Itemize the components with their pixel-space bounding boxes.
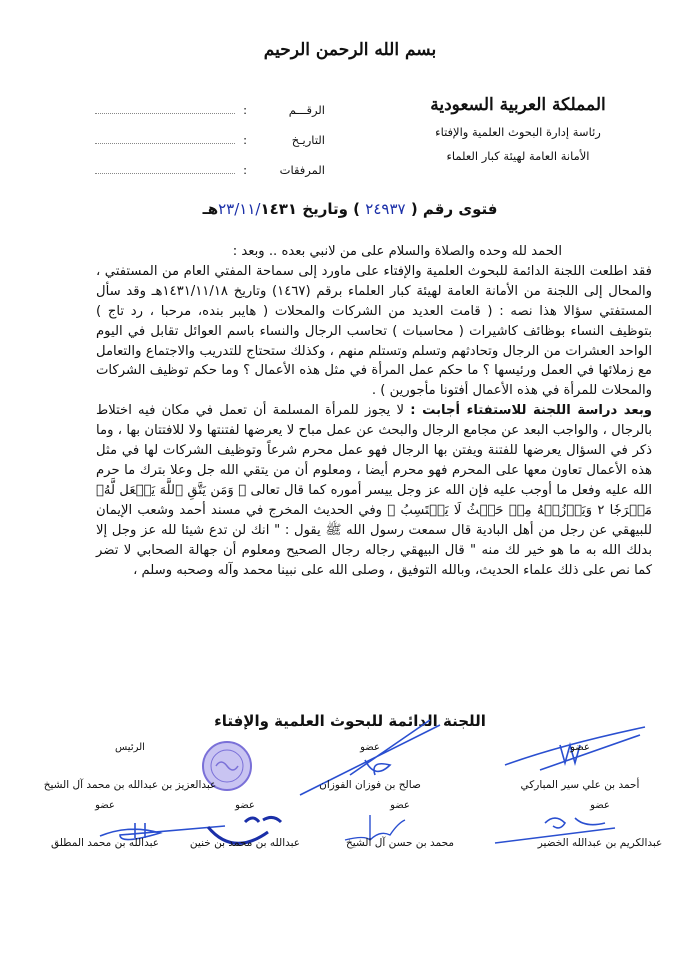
field-colon: : xyxy=(243,103,247,117)
fatwa-date-handwritten: ٢٣/١١/ xyxy=(218,200,261,218)
field-label: المرفقات xyxy=(279,163,325,177)
presidency-title: رئاسة إدارة البحوث العلمية والإفتاء xyxy=(435,125,601,139)
fatwa-title-prefix: فتوى رقم ( xyxy=(410,200,498,218)
signatory-name: عبدالله بن محمد المطلق xyxy=(50,837,160,849)
signatory-role: عضو xyxy=(360,742,380,753)
fatwa-body xyxy=(96,242,652,580)
field-label: التاريـخ xyxy=(291,133,325,147)
signatory-role: عضو xyxy=(570,742,590,753)
signatory-khunain xyxy=(175,800,315,849)
signatory-khudair xyxy=(530,800,670,849)
field-dotted-line xyxy=(95,142,235,144)
signatory-name: عبدالله بن محمد بن خنين xyxy=(189,837,301,849)
fatwa-number: ٢٤٩٣٧ xyxy=(365,200,406,218)
signatory-mutlaq xyxy=(40,800,170,849)
signatory-role: عضو xyxy=(390,800,410,811)
field-attachments xyxy=(95,155,325,185)
fatwa-date-year: ١٤٣١هـ xyxy=(202,200,298,218)
signatory-name: عبدالعزيز بن عبدالله بن محمد آل الشيخ xyxy=(43,779,217,791)
field-dotted-line xyxy=(95,172,235,174)
signatory-name: صالح بن فوزان الفوزان xyxy=(319,779,421,791)
field-colon: : xyxy=(243,163,247,177)
signatory-role: عضو xyxy=(95,800,115,811)
signatory-fawzan xyxy=(295,742,445,791)
signatory-president xyxy=(30,742,230,791)
signatory-alsheikh xyxy=(330,800,470,849)
fatwa-title-mid: ) وتاريخ xyxy=(302,200,361,218)
signatory-mubaraki xyxy=(505,742,655,791)
letterhead-fields xyxy=(95,95,325,185)
question-paragraph: فقد اطلعت اللجنة الدائمة للبحوث العلمية والإفتاء على ماورد إلى سماحة المفتي العام من المستفتي ، والمحال إلى اللجنة من الأمانة العامة لهيئة كبار العلماء برقم (١٤٦٧) وتاريخ ١٤٣١/١١/١٨هـ وقد سأل المستفتي سؤالا هذا نصه : ( قامت العديد من الشركات والمحلات ( هايبر بنده، مرحبا ، رد تاج ) بتوظيف النساء بوظائف كاشيرات ( محاسبات ) تحاسب الرجال والنساء باسم العوائل تقابل في اليوم الواحد العشرات من الرجال وتحادثهم وتسلم وتستلم منهم ، وكذلك ستحتاج للتدريب والاجتماع والتعامل مع زملائها في العمل ورئيسها ؟ ما حكم عمل المرأة في مثل هذه الأعمال ؟ وما حكم توظيف الشركات والمحلات للمرأة في هذه الأعمال أفتونا مأجورين ) . xyxy=(96,263,652,399)
answer-text-1: لا يجوز للمرأة المسلمة أن تعمل في مكان فيه اختلاط بالرجال ، والواجب البعد عن مجامع الرجال والبحث عن عمل مباح لا يعرضها لفتنتها ولا للافتتان بها ، وما ذكر في السؤال يعرضها للفتنة ويفتن بها الرجال فهو عمل محرم شرعاً وتوظيف الشركات لها في مثل هذه الأعمال تعاون معها على المحرم فهو محرم أيضا ، ومعلوم أن من يتقي الله جل وعلا بترك ما حرم الله عليه وفعل ما أوجب عليه فإن الله عز وجل ييسر أموره كما قال تعالى xyxy=(96,403,652,498)
signatory-role: عضو xyxy=(235,800,255,811)
field-dotted-line xyxy=(95,112,235,114)
signatory-name: عبدالكريم بن عبدالله الخضير xyxy=(537,837,663,849)
field-number xyxy=(95,95,325,125)
answer-paragraph xyxy=(96,401,652,580)
opening-line: الحمد لله وحده والصلاة والسلام على من لانبي بعده .. وبعد : xyxy=(232,244,562,259)
signatory-name: محمد بن حسن آل الشيخ xyxy=(345,837,455,849)
signatory-role: الرئيس xyxy=(115,742,145,753)
signatory-role: عضو xyxy=(590,800,610,811)
answer-lead: وبعد دراسة اللجنة للاستفتاء أجابت : xyxy=(410,403,652,419)
committee-title: اللجنة الدائمة للبحوث العلمية والإفتاء xyxy=(214,712,486,730)
signatory-name: أحمد بن علي سير المباركي xyxy=(520,779,640,791)
letterhead-right xyxy=(398,95,638,163)
answer-text-2: وفي الحديث المخرج في مسند أحمد وشعب الإيمان للبيهقي عن رجل من أهل البادية قال سمعت رسول الله ﷺ يقول : " انك لن تدع شيئا لله عز وجل إلا بدلك الله به ما هو خير لك منه " قال البيهقي رجاله رجال الصحيح ومعلوم أن جهالة الصحابي لا تضر كما نص على ذلك علماء الحديث، وبالله التوفيق ، وصلى الله على نبينا محمد وآله وصحبه وسلم ، xyxy=(96,502,652,578)
kingdom-title: المملكة العربية السعودية xyxy=(430,95,606,115)
fatwa-title xyxy=(0,200,700,218)
bismillah-calligraphy: بسم الله الرحمن الرحيم xyxy=(263,40,437,60)
quran-verse: ﴿ وَمَن يَتَّقِ ٱللَّهَ يَجۡعَل لَّهُۥ مَخۡرَجٗا ٢ وَيَرۡزُقۡهُ مِنۡ حَيۡثُ لَا يَحۡتَسِبُ ﴾ xyxy=(96,482,653,518)
field-date xyxy=(95,125,325,155)
field-label: الرقـــم xyxy=(288,103,325,117)
secretariat-title: الأمانة العامة لهيئة كبار العلماء xyxy=(446,149,590,163)
field-colon: : xyxy=(243,133,247,147)
